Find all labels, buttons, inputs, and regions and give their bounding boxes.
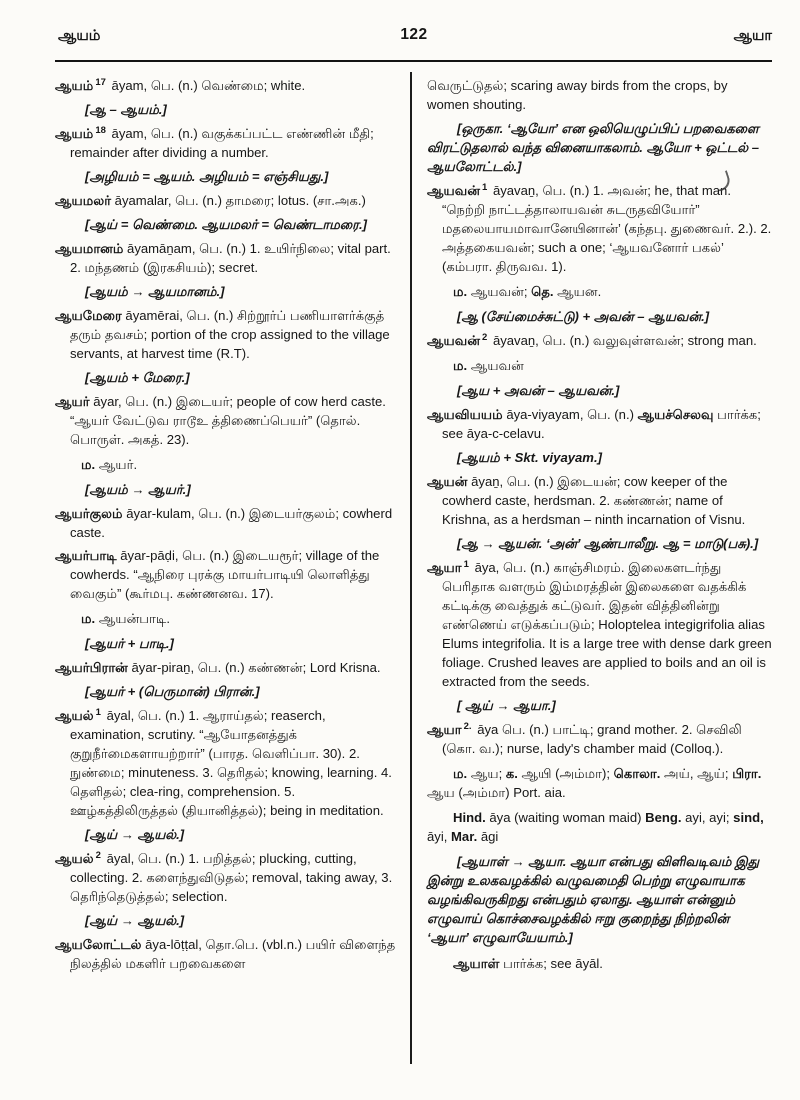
text-run: ஆயன்பாடி. (95, 611, 170, 626)
text-run: āya-lōṭṭal, தொ.பெ. (vbl.n.) பயிர் விளைந்த நிலத்தில் மகளிர் பறவைகளை (70, 937, 396, 971)
entry-headword: ஆயா (427, 722, 462, 737)
text-run: [ ஆய் → ஆயா.] (457, 698, 556, 713)
text-run: ம. (81, 611, 96, 626)
text-run: āgi (477, 829, 499, 844)
text-run: āya (waiting woman maid) (485, 810, 646, 825)
etymology-line (55, 100, 400, 119)
gloss-note-line (427, 808, 773, 846)
text-run: Beng. (645, 810, 682, 825)
text-columns (55, 72, 773, 1064)
entry-headword: ஆயர்குலம் (55, 506, 123, 521)
entry-headword: ஆயம் (55, 78, 94, 93)
dictionary-entry (55, 76, 400, 95)
dictionary-entry (427, 472, 773, 529)
text-run: āyar-pāḍi, பெ. (n.) இடையரூர்; village of the cowherds. “ஆநிரை புரக்கு மாயர்பாடியி லொளித்து வைகும்” (கூர்மபு. கண்ணனவ. 17). (70, 548, 380, 601)
guide-word-left: ஆயம் (58, 28, 101, 44)
page-header (56, 26, 772, 48)
text-run: [ஆ → ஆயன். ‘அன்’ ஆண்பாலீறு. ஆ = மாடு(பசு).] (457, 536, 759, 551)
dictionary-entry (55, 392, 400, 449)
text-run: பிரா. (732, 766, 762, 781)
text-run: [ஆய் → ஆயல்.] (85, 913, 185, 928)
etymology-line (55, 167, 400, 186)
text-run: āya, பெ. (n.) காஞ்சிமரம். இலைகளடர்ந்து பெரிதாக வளரும் இம்மரத்தின் இலைகளை வதக்கிக் கட்டிக்கு வைத்துக் கட்டுவர். இதன் வித்தினின்று எண்ணெய் எடுக்கப்படும்; Holoptelea integigrifolia alias Elums integrifolia. It is a large tree with dense dark green foliage. Crushed leaves are applied to boils and an oil is extracted from the seeds. (442, 560, 772, 689)
dictionary-entry (55, 306, 400, 363)
text-run: பார்க்க; see āya-c-celavu. (442, 407, 761, 441)
etymology-line (55, 215, 400, 234)
etymology-line (55, 911, 400, 930)
entry-headword: ஆயல் (55, 708, 94, 723)
entry-superscript: 2. (463, 720, 472, 732)
entry-headword: ஆயமேரை (55, 308, 122, 323)
text-run: [ஆ – ஆயம்.] (85, 102, 167, 117)
text-run: āyar-kulam, பெ. (n.) இடையர்குலம்; cowherd caste. (70, 506, 393, 540)
text-run: sind, (733, 810, 764, 825)
dictionary-entry (427, 405, 773, 443)
text-run: ஆய (அம்மா) Port. aia. (427, 785, 566, 800)
entry-headword: ஆயர் (55, 394, 90, 409)
text-run: தெ. (531, 284, 554, 299)
text-run: āyamāṉam, பெ. (n.) 1. உயிர்நிலை; vital part. 2. மந்தணம் (இரகசியம்); secret. (70, 241, 391, 275)
text-run: ஆயி (அம்மா); (517, 766, 614, 781)
text-run: āyamalar, பெ. (n.) தாமரை; lotus. (சா.அக.) (111, 193, 366, 208)
dictionary-entry (427, 720, 773, 758)
entry-headword: ஆயா (427, 560, 462, 575)
entry-superscript: 1 (482, 181, 488, 193)
entry-headword: ஆயமானம் (55, 241, 124, 256)
text-run: āyar-piraṉ, பெ. (n.) கண்ணன்; Lord Krisna. (127, 660, 381, 675)
etymology-line (427, 696, 773, 715)
text-run: ஆயன. (553, 284, 602, 299)
entry-headword: ஆயம் (55, 126, 94, 141)
dictionary-entry (55, 546, 400, 603)
entry-superscript: 18 (95, 124, 106, 136)
entry-headword: ஆயவன் (427, 333, 481, 348)
text-run: [ஆய் → ஆயல்.] (85, 827, 185, 842)
dictionary-entry (55, 239, 400, 277)
entry-headword: ஆயமலர் (55, 193, 112, 208)
dictionary-entry (55, 191, 400, 210)
entry-superscript: 1 (95, 706, 101, 718)
text-run: ஆயச்செலவு (637, 407, 714, 422)
text-run: āya பெ. (n.) பாட்டி; grand mother. 2. செவிலி (கொ. வ.); nurse, lady's chamber maid (Colloq.). (442, 722, 742, 756)
dictionary-entry (427, 181, 773, 276)
text-run: ஆயர். (95, 457, 138, 472)
text-run: ஆயாள் (453, 956, 500, 971)
text-run: [ஆயாள் → ஆயா. ஆயா என்பது விளிவடிவம் இது இன்று உலகவழக்கில் வழுவமைதி பெற்று எழுவாயாக வழங்கிவருகிறது என்பதும் ஏலாது. ஆயாள் என்னும் எழுவாய் கொச்சைவழக்கில் ஈறு குறைந்து நிற்றலின் ‘ஆயா’ எழுவாயேயாம்.] (427, 854, 760, 945)
text-run: கொலா. (613, 766, 661, 781)
text-run: āyamērai, பெ. (n.) சிற்றூர்ப் பணியாளர்க்குத் தரும் தவசம்; portion of the crop assigned to the village servants, at harvest time (R.T). (70, 308, 390, 361)
entry-superscript: 2 (482, 331, 488, 343)
entry-headword: ஆயலோட்டல் (55, 937, 142, 952)
text-run: āyam, பெ. (n.) வெண்மை; white. (107, 78, 306, 93)
etymology-line (427, 448, 773, 467)
text-run: [ஆயம் → ஆயர்.] (85, 482, 191, 497)
entry-headword: ஆயன் (427, 474, 468, 489)
etymology-line (55, 282, 400, 301)
etymology-line (55, 682, 400, 701)
text-run: Hind. (453, 810, 486, 825)
text-run: [ஆ (சேய்மைச்சுட்டு) + அவன் – ஆயவன்.] (457, 309, 710, 324)
right-column (410, 72, 773, 1064)
text-run: [ஆய + அவன் – ஆயவன்.] (457, 383, 620, 398)
text-run: ம. (453, 284, 468, 299)
left-column (55, 72, 410, 1064)
text-run: [ஆயம் + மேரை.] (85, 370, 190, 385)
gloss-note-line (55, 609, 400, 628)
text-run: ayi, ayi; (681, 810, 734, 825)
text-run: ஆயவன்; (467, 284, 532, 299)
etymology-line (55, 634, 400, 653)
etymology-line (427, 119, 773, 176)
dictionary-entry (55, 935, 400, 973)
text-run: Mar. (451, 829, 478, 844)
text-run: āyavaṉ, பெ. (n.) வலுவுள்ளவன்; strong man. (489, 333, 757, 348)
entry-headword: ஆயர்பிரான் (55, 660, 128, 675)
entry-headword: ஆயவியயம் (427, 407, 503, 422)
page-number: 122 (400, 26, 428, 43)
dictionary-entry (55, 706, 400, 820)
cross-reference-line (427, 954, 773, 973)
entry-headword: ஆயர்பாடி (55, 548, 117, 563)
etymology-line (55, 825, 400, 844)
etymology-line (427, 852, 773, 947)
entry-superscript: 2 (95, 849, 101, 861)
text-run: [ஆய் = வெண்மை. ஆயமலர் = வெண்டாமரை.] (85, 217, 367, 232)
text-run: [ஒருகா. ‘ஆயோ’ என ஒலியெழுப்பிப் பறவைகளை விரட்டுதலால் வந்த வினையாகலாம். ஆயோ + ஒட்டல் – ஆயலோட்டல்.] (427, 121, 760, 174)
text-run: āyavaṉ, பெ. (n.) 1. அவன்; he, that man. “நெற்றி நாட்டத்தாலாயவன் சுடருதவியோர்” மதலையாயமாவானேயினான்’ (கந்தபு. துணைவர். 2.). 2. அத்தகையவன்; such a one; ‘ஆயவனோர் பகல்’ (கம்பரா. திருவவ. 1). (442, 183, 772, 274)
text-run: āyal, பெ. (n.) 1. ஆராய்தல்; reaserch, examination, scrutiny. “ஆயோதனத்துக் குறுநீர்மைகளாயற்றார்” (பாரத. வெளிப்பா. 30). 2. நுண்மை; minuteness. 3. தெரிதல்; knowing, learning. 4. தெளிதல்; clea-ring, comprehension. 5. ஊழ்கத்திலிருத்தல் (தியானித்தல்); being in meditation. (70, 708, 392, 818)
text-run: āyam, பெ. (n.) வகுக்கப்பட்ட எண்ணின் மீதி; remainder after dividing a number. (70, 126, 374, 160)
text-run: வெருட்டுதல்; scaring away birds from the crops, by women shouting. (427, 78, 728, 112)
text-run: [ஆயம் → ஆயமானம்.] (85, 284, 225, 299)
gloss-note-line (427, 764, 773, 802)
text-run: அய், ஆய்; (660, 766, 733, 781)
gloss-note-line (55, 455, 400, 474)
text-run: [அழியம் = ஆயம். அழியம் = எஞ்சியது.] (85, 169, 329, 184)
text-run: ஆய; (467, 766, 506, 781)
text-run: [ஆயம் + Skt. viyayam.] (457, 450, 602, 465)
etymology-line (427, 381, 773, 400)
text-run: ம. (453, 358, 468, 373)
etymology-line (427, 534, 773, 553)
gloss-note-line (427, 356, 773, 375)
dictionary-entry (55, 504, 400, 542)
dictionary-entry (427, 558, 773, 691)
dictionary-entry (427, 331, 773, 350)
text-run: பார்க்க; see āyāl. (499, 956, 603, 971)
entry-superscript: 1 (463, 558, 469, 570)
dictionary-entry (55, 658, 400, 677)
etymology-line (427, 307, 773, 326)
etymology-line (55, 480, 400, 499)
entry-superscript: 17 (95, 76, 106, 88)
text-run: ம. (81, 457, 96, 472)
text-run: āyaṉ, பெ. (n.) இடையன்; cow keeper of the cowherd caste, herdsman. 2. கண்ணன்; name of Krishna, as a herdsman – ninth incarnation of Visnu. (442, 474, 746, 527)
continuation-paragraph (427, 76, 773, 114)
text-run: ஆயவன் (467, 358, 524, 373)
text-run: [ஆயர் + (பெருமான்) பிரான்.] (85, 684, 260, 699)
text-run: āyal, பெ. (n.) 1. பறித்தல்; plucking, cutting, collecting. 2. களைந்துவிடுதல்; removal, taking away, 3. தெரிந்தெடுத்தல்; selection. (70, 851, 393, 904)
text-run: āyar, பெ. (n.) இடையர்; people of cow herd caste. “ஆயர் வேட்டுவ ராடூஉ த்திணைப்பெயர்” (தொல். பொருள். அகத். 23). (70, 394, 386, 447)
dictionary-entry (55, 849, 400, 906)
entry-headword: ஆயவன் (427, 183, 481, 198)
text-run: [ஆயர் + பாடி.] (85, 636, 174, 651)
text-run: க. (505, 766, 518, 781)
text-run: āya-viyayam, பெ. (n.) (502, 407, 638, 422)
guide-word-right: ஆயா (733, 28, 772, 44)
dictionary-entry (55, 124, 400, 162)
header-rule (55, 60, 772, 62)
etymology-line (55, 368, 400, 387)
gloss-note-line (427, 282, 773, 301)
text-run: ம. (453, 766, 468, 781)
text-run: āyi, (427, 829, 452, 844)
entry-headword: ஆயல் (55, 851, 94, 866)
